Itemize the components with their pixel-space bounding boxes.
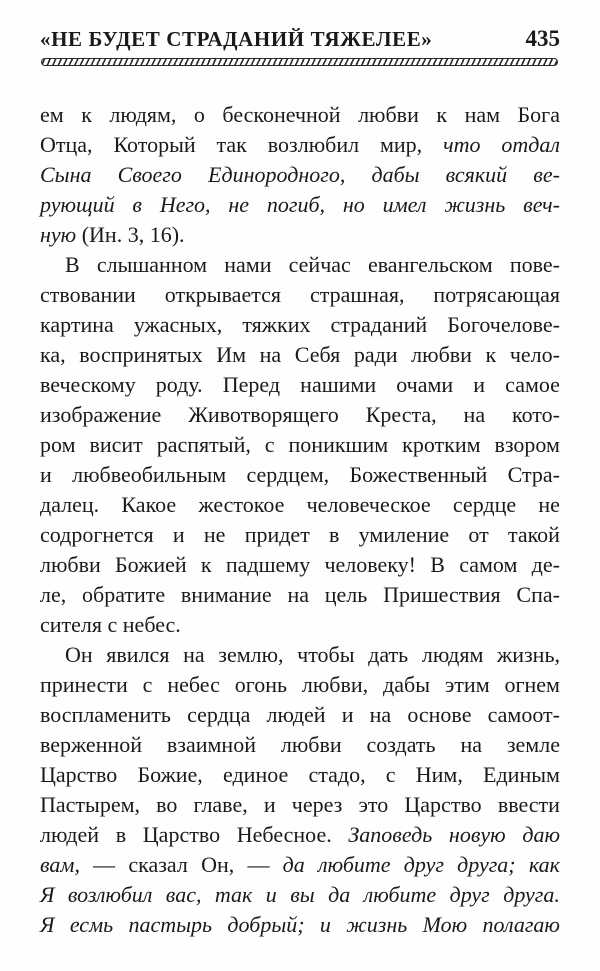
body-word: любвеобильным (72, 462, 227, 487)
text-line (40, 730, 560, 760)
quote-word: да (282, 852, 305, 877)
body-word: воспринятых (79, 342, 203, 367)
body-word: чтобы (297, 642, 355, 667)
body-word: Богочелове- (447, 312, 560, 337)
body-word: людям (421, 642, 484, 667)
body-word: взором (494, 432, 560, 457)
body-word: чело- (509, 342, 560, 367)
body-word: к (485, 342, 497, 367)
quote-word: пастырь (128, 912, 213, 937)
quote-word: отдал (501, 132, 560, 157)
text-line (40, 820, 560, 850)
text-line (40, 670, 560, 700)
quote-word: Я (40, 912, 55, 937)
quote-word: так (214, 882, 253, 907)
body-word: картина (40, 312, 114, 337)
text-line (40, 370, 560, 400)
quote-word: ве- (533, 162, 560, 187)
quote-word: Заповедь (348, 822, 433, 847)
body-word: нашими (300, 372, 377, 397)
body-word: жестокое (198, 492, 285, 517)
body-word: любви (280, 732, 342, 757)
body-word: сердце (452, 492, 517, 517)
quote-word: есмь (69, 912, 114, 937)
body-word: Божие, (137, 762, 203, 787)
body-word: на (369, 702, 392, 727)
body-word: внимание (180, 582, 272, 607)
body-word: роду. (155, 372, 203, 397)
body-word: о (193, 102, 205, 127)
body-word: от (468, 522, 489, 547)
quote-word: друга. (503, 882, 560, 907)
body-word: Стра- (507, 462, 560, 487)
page-number: 435 (525, 26, 560, 51)
text-line (40, 550, 560, 580)
quote-word: как (528, 852, 560, 877)
text-line (40, 850, 560, 880)
body-word: Ним, (415, 762, 463, 787)
body-word: к (200, 552, 212, 577)
body-word: верженной (40, 732, 143, 757)
body-word: ем (40, 102, 64, 127)
body-word: содрогнется (40, 522, 154, 547)
quote-word: возлюбил (67, 882, 153, 907)
body-word: Им (216, 342, 247, 367)
body-word: ле, (40, 582, 67, 607)
text-line (40, 400, 560, 430)
quote-word: вы (290, 882, 315, 907)
body-word: Бога (517, 102, 560, 127)
body-word: самоот- (487, 702, 560, 727)
body-word: любви, (301, 672, 369, 697)
body-word: Который (113, 132, 196, 157)
quote-word: Мою (422, 912, 468, 937)
quote-word: добрый; (227, 912, 305, 937)
body-word: Перед (222, 372, 281, 397)
body-word: на (259, 342, 282, 367)
body-word: сейчас (288, 252, 351, 277)
body-word: висит (89, 432, 143, 457)
quote-word: Сына (40, 162, 92, 187)
text-line (40, 130, 560, 160)
body-word: страданий (330, 312, 428, 337)
text-line (40, 460, 560, 490)
text-line (40, 640, 560, 670)
body-word: людям, (109, 102, 177, 127)
body-word: и (40, 462, 52, 487)
body-word: воспламенить (40, 702, 171, 727)
body-word: людей (40, 822, 100, 847)
body-word: на (287, 582, 309, 607)
body-word: очами (396, 372, 454, 397)
body-word: основе (407, 702, 472, 727)
body-word: принести (40, 672, 128, 697)
body-word: и (263, 792, 276, 817)
text-line (40, 580, 560, 610)
quote-word: даю (522, 822, 560, 847)
body-word: ка, (40, 342, 66, 367)
text-line (40, 760, 560, 790)
body-word: кото- (512, 402, 560, 427)
quote-word: и (265, 882, 277, 907)
body-word: земле (506, 732, 560, 757)
body-word: к (81, 102, 92, 127)
text-line (40, 160, 560, 190)
text-line (40, 490, 560, 520)
body-word: дабы (383, 672, 430, 697)
quote-word: друга; (457, 852, 516, 877)
body-word: де- (531, 552, 560, 577)
body-word: на (460, 732, 482, 757)
body-word: кротким (402, 432, 481, 457)
text-line (40, 220, 560, 250)
text-line (40, 250, 560, 280)
quote-word: дабы (371, 162, 420, 187)
body-word: этим (444, 672, 490, 697)
body-word: и (341, 702, 354, 727)
body-word: ром (40, 432, 76, 457)
body-word: на (183, 642, 205, 667)
body-word: цель (324, 582, 368, 607)
body-text-run: (Ин. 3, 16). (81, 222, 185, 247)
body-word: любви (358, 102, 419, 127)
body-word: Животворящего (188, 402, 339, 427)
body-word: В (430, 552, 445, 577)
body-word: человеческое (306, 492, 431, 517)
text-line (40, 910, 560, 940)
quote-word: всякий (445, 162, 508, 187)
body-word: Единым (483, 762, 560, 787)
body-word: распятый, (156, 432, 251, 457)
body-word: взаимной (166, 732, 256, 757)
body-word: Отца, (40, 132, 93, 157)
body-word: — (93, 852, 116, 877)
body-word: с (385, 762, 396, 787)
body-text (40, 100, 560, 940)
body-word: самом (459, 552, 518, 577)
body-word: стадо, (308, 762, 366, 787)
quote-word: вам, (40, 852, 80, 877)
body-word: и (172, 522, 185, 547)
body-word: в (329, 522, 340, 547)
body-word: огнем (504, 672, 560, 697)
body-word: — (247, 852, 270, 877)
quote-word: любите (318, 852, 391, 877)
page-header (40, 26, 560, 52)
running-title: «НЕ БУДЕТ СТРАДАНИЙ ТЯЖЕЛЕЕ» (40, 27, 433, 51)
body-word: на (463, 402, 486, 427)
body-word: ствовании (40, 282, 136, 307)
body-word: слышанном (96, 252, 208, 277)
body-word: небес (167, 672, 220, 697)
body-word: не (538, 492, 560, 517)
quote-word: Единородного, (208, 162, 346, 187)
body-word: с (142, 672, 153, 697)
quote-word: не (228, 192, 250, 217)
body-word: сердца (187, 702, 251, 727)
quote-word: в (132, 192, 142, 217)
body-word: и (473, 372, 486, 397)
body-word: в (115, 822, 127, 847)
body-word: падшему (225, 552, 311, 577)
body-word: любви (40, 552, 101, 577)
quote-word: погиб, (266, 192, 326, 217)
body-word: веческому (40, 372, 136, 397)
body-word: Божией (115, 552, 187, 577)
body-word: потрясающая (433, 282, 560, 307)
body-word: Царство (404, 792, 482, 817)
quote-word: и (319, 912, 331, 937)
body-word: так (216, 132, 247, 157)
body-word: Себя (294, 342, 341, 367)
body-word: ужасных, (133, 312, 223, 337)
body-word: дать (368, 642, 409, 667)
quote-word: Него, (159, 192, 211, 217)
quote-word: что (443, 132, 481, 157)
quote-word: полагаю (482, 912, 560, 937)
quote-text: ную (40, 222, 82, 247)
body-word: Царство (40, 762, 118, 787)
body-word: умиление (358, 522, 450, 547)
body-word: с (264, 432, 275, 457)
body-word: мир, (379, 132, 423, 157)
text-line (40, 790, 560, 820)
text-line (40, 280, 560, 310)
body-word: нам (464, 102, 501, 127)
quote-word: друг (449, 882, 490, 907)
quote-word: веч- (523, 192, 560, 217)
body-word: изображение (40, 402, 162, 427)
body-word: Спа- (516, 582, 560, 607)
quote-word: имел (382, 192, 427, 217)
body-word: такой (507, 522, 560, 547)
body-word: Пастырем, (40, 792, 140, 817)
body-word: Царство (142, 822, 221, 847)
quote-word: Своего (117, 162, 182, 187)
body-word: Небесное. (236, 822, 332, 847)
body-word: ради (353, 342, 398, 367)
text-line (40, 190, 560, 220)
body-word: Божественный (349, 462, 488, 487)
body-word: это (358, 792, 389, 817)
body-word: поникшим (288, 432, 389, 457)
body-word: явился (106, 642, 170, 667)
text-line (40, 880, 560, 910)
body-word: главе, (193, 792, 248, 817)
body-word: ввести (497, 792, 560, 817)
body-word: жизнь, (497, 642, 560, 667)
body-word: сердцем, (246, 462, 330, 487)
body-word: человеку! (324, 552, 416, 577)
text-line (40, 310, 560, 340)
body-word: создать (366, 732, 436, 757)
quote-word: любите (363, 882, 437, 907)
body-word: В (65, 252, 80, 277)
text-line (40, 610, 560, 640)
body-word: страшная, (309, 282, 405, 307)
body-word: самое (505, 372, 560, 397)
body-word: обратите (82, 582, 166, 607)
body-word: не (203, 522, 226, 547)
quote-word: новую (448, 822, 506, 847)
body-word: Он (65, 642, 93, 667)
body-word: землю, (218, 642, 284, 667)
body-word: бесконечной (222, 102, 341, 127)
text-line (40, 700, 560, 730)
body-word: евангельском (367, 252, 493, 277)
rope-ornament-divider (41, 58, 558, 66)
body-word: нами (224, 252, 272, 277)
body-text-run: сителя с небес. (40, 612, 181, 637)
quote-word: но (342, 192, 365, 217)
body-word: Какое (121, 492, 177, 517)
body-word: придет (244, 522, 310, 547)
quote-word: жизнь (346, 912, 408, 937)
body-word: огонь (234, 672, 288, 697)
quote-word: вас, (165, 882, 202, 907)
body-word: далец. (40, 492, 100, 517)
body-word: единое (223, 762, 289, 787)
text-line (40, 430, 560, 460)
quote-word: жизнь (444, 192, 506, 217)
text-line (40, 100, 560, 130)
quote-word: Я (40, 882, 55, 907)
body-word: сказал (128, 852, 188, 877)
body-word: пове- (509, 252, 560, 277)
body-word: Пришествия (383, 582, 501, 607)
text-line (40, 520, 560, 550)
quote-word: друг (403, 852, 444, 877)
body-word: Креста, (365, 402, 437, 427)
body-word: открывается (164, 282, 281, 307)
body-word: к (436, 102, 448, 127)
body-word: во (156, 792, 178, 817)
quote-word: да (328, 882, 351, 907)
body-word: любви (411, 342, 472, 367)
body-word: Он, (201, 852, 235, 877)
text-line (40, 340, 560, 370)
quote-word: рующий (40, 192, 115, 217)
body-word: тяжких (242, 312, 311, 337)
body-word: возлюбил (267, 132, 360, 157)
body-word: людей (266, 702, 326, 727)
body-word: через (291, 792, 343, 817)
